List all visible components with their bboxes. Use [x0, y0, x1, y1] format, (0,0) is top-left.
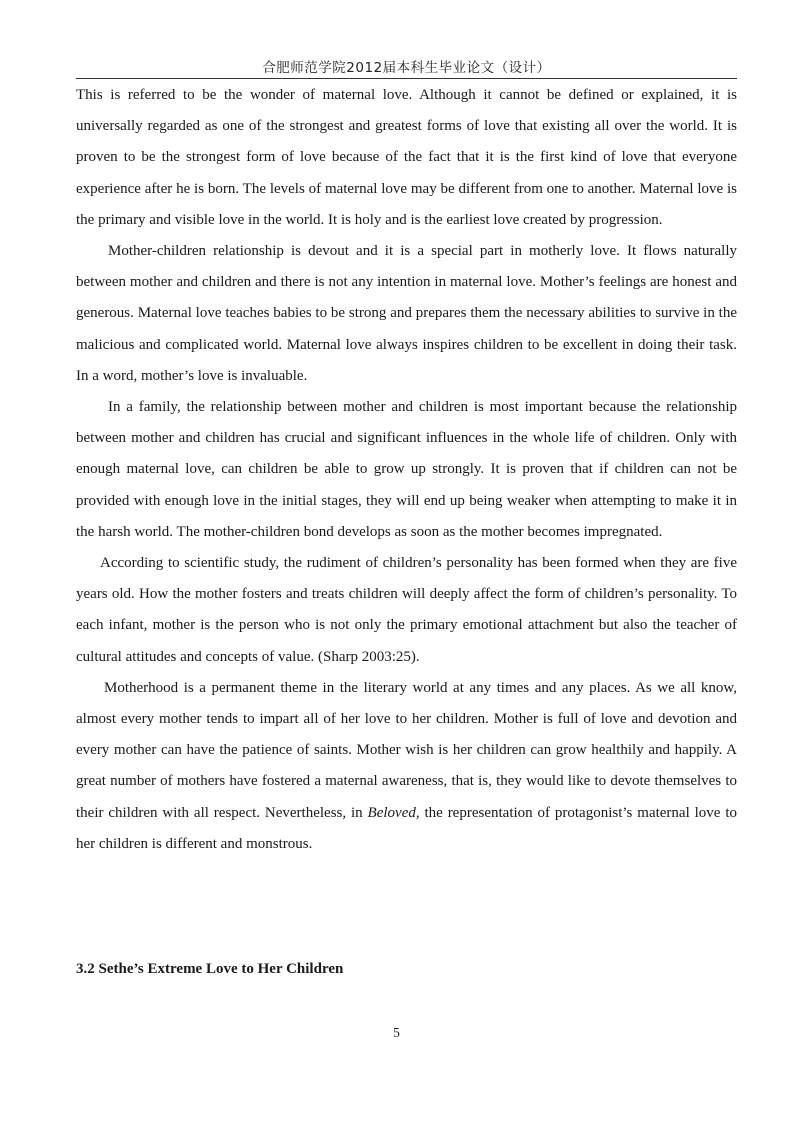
paragraph-family-relationship: In a family, the relationship between mother and children is most important because the relationship between mother and children has crucial and significant influences in the whole life of children. Only with enough maternal love, can children be able to grow up strongly. It is proven that if children can not be provided with enough love in the initial stages, they will end up being weaker when attempting to make it in the harsh world. The mother-children bond develops as soon as the mother becomes impregnated. — [76, 399, 737, 540]
paragraph-motherhood-theme — [76, 673, 737, 860]
paragraph-text-part: Motherhood is a permanent theme in the literary world at any times and any places. As we all know, almost every mother tends to impart all of her love to her children. Mother is full of love and devotion and every mother can have the patience of saints. Mother wish is her children can grow healthily and happily. A great number of mothers have fostered a maternal awareness, that is, they would like to devote themselves to their children with all respect. Nevertheless, in — [76, 679, 737, 821]
header-divider — [76, 78, 737, 79]
paragraph-mother-children-relationship: Mother-children relationship is devout and it is a special part in motherly love. It flows naturally between mother and children and there is not any intention in maternal love. Mother’s feelings are honest and generous. Maternal love teaches babies to be strong and prepares them the necessary abilities to survive in the malicious and complicated world. Maternal love always inspires children to be excellent in doing their task. In a word, mother’s love is invaluable. — [76, 243, 737, 384]
novel-title-italic: Beloved, — [367, 804, 420, 821]
body-text — [76, 80, 737, 860]
paragraph-scientific-study: According to scientific study, the rudiment of children’s personality has been formed when they are five years old. How the mother fosters and treats children will deeply affect the form of children’s personality. To each infant, mother is the person who is not only the primary emotional attachment but also the teacher of cultural attitudes and concepts of value. (Sharp 2003:25). — [76, 555, 737, 665]
paragraph-maternal-love-wonder: This is referred to be the wonder of maternal love. Although it cannot be defined or explained, it is universally regarded as one of the strongest and greatest forms of love that existing all over the world. It is proven to be the strongest form of love because of the fact that it is the first kind of love that everyone experience after he is born. The levels of maternal love may be different from one to another. Maternal love is the primary and visible love in the world. It is holy and is the earliest love created by progression. — [76, 87, 737, 228]
page-number: 5 — [393, 1025, 400, 1040]
paragraph-text-part: the representation of protagonist’s maternal love to her children is different and monstrous. — [76, 804, 737, 852]
section-heading: 3.2 Sethe’s Extreme Love to Her Children — [76, 961, 344, 977]
running-header: 合肥师范学院2012届本科生毕业论文（设计） — [262, 60, 551, 76]
